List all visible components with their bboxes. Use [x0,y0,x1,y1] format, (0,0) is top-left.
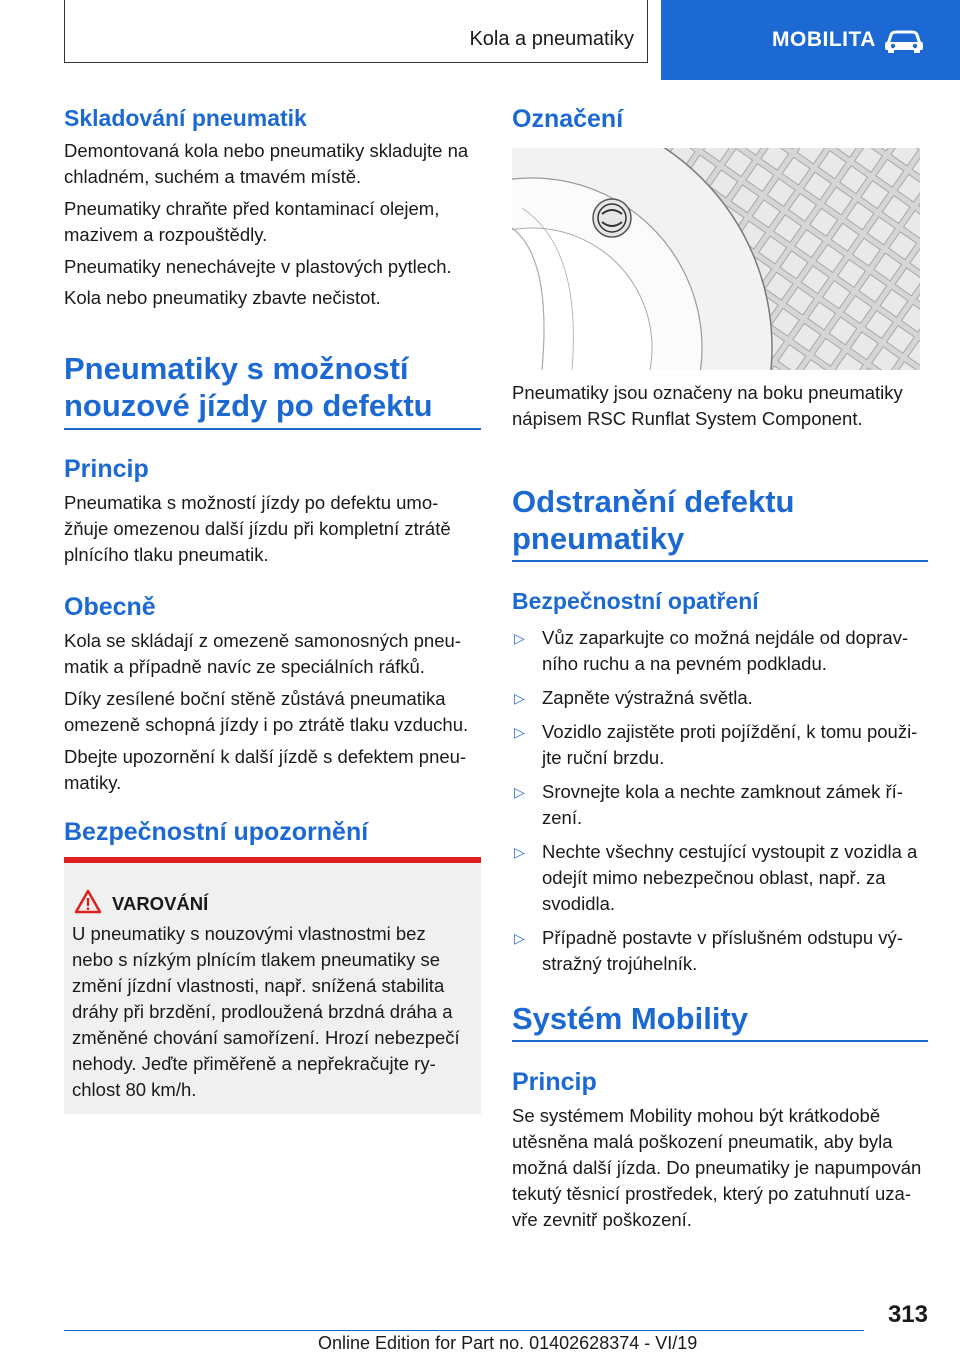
general-paragraph-3: Dbejte upozornění k další jízdě s defektem pneu-matiky. [64,746,467,793]
chapter-tab[interactable] [661,0,960,80]
list-item: ▷ Srovnejte kola a nechte zamknout zámek ří-zení. [514,781,903,828]
mobility-principle-heading: Princip [512,1068,597,1096]
warning-triangle-icon [74,889,102,914]
triangle-bullet-icon: ▷ [514,690,525,706]
triangle-bullet-icon: ▷ [514,844,525,860]
general-paragraph-2: Díky zesílené boční stěně zůstává pneumatika omezeně schopná jízdy i po ztrátě tlaku vzduchu. [64,688,469,735]
measures-list [512,625,928,985]
section-rule [64,428,481,430]
marking-heading: Označení [512,105,624,133]
triangle-bullet-icon: ▷ [514,930,525,946]
warning-box [64,857,481,1114]
triangle-bullet-icon: ▷ [514,784,525,800]
marking-caption: Pneumatiky jsou označeny na boku pneumatiky nápisem RSC Runflat System Component. [512,382,903,429]
list-item: ▷ Případně postavte v příslušném odstupu vý-stražný trojúhelník. [514,927,903,974]
list-item: ▷ Vůz zaparkujte co možná nejdále od doprav-ního ruchu a na pevném podkladu. [514,627,909,674]
repair-heading-line-1: Odstranění defektu [512,484,795,519]
section-rule [512,1040,928,1042]
principle-heading: Princip [64,455,149,483]
runflat-heading-line-1: Pneumatiky s možností [64,351,409,386]
warning-text: U pneumatiky s nouzovými vlastnostmi bez nebo s nízkým plnícím tlakem pneumatiky se změní jízdní vlastnosti, např. snížená stabilita dráhy při brzdění, prodloužená brzdná dráha a změněné chování samořízení. Hrozí nebezpečí nehody. Jeďte přiměřeně a nepřekračujte ry-chlost 80 km/h. [72,923,460,1100]
car-icon [882,28,926,54]
storage-paragraph-3: Pneumatiky nenechávejte v plastových pytlech. [64,256,452,277]
section-title: Kola a pneumatiky [469,28,634,50]
edition-footer: Online Edition for Part no. 01402628374 - VI/19 [318,1333,698,1353]
repair-heading-line-2: pneumatiky [512,521,685,556]
triangle-bullet-icon: ▷ [514,630,525,646]
measures-heading: Bezpečnostní opatření [512,588,759,614]
mobility-principle-paragraph: Se systémem Mobility mohou být krátkodobě utěsněna malá poškození pneumatik, aby byla možná další jízda. Do pneumatiky je napumpován tekutý těsnicí prostředek, který po zatuhnutí uza-vře zevnitř poškození. [512,1105,922,1230]
principle-paragraph: Pneumatika s možností jízdy po defektu umo-žňuje omezenou další jízdu při kompletní ztrátě plnícího tlaku pneumatik. [64,492,451,565]
mobility-heading: Systém Mobility [512,1001,748,1036]
storage-heading: Skladování pneumatik [64,105,307,131]
general-heading: Obecně [64,593,156,621]
section-rule [512,560,928,562]
tire-sidewall-illustration [512,148,920,370]
footer-rule [64,1330,864,1331]
list-item: ▷ Vozidlo zajistěte proti pojíždění, k tomu použi-jte ruční brzdu. [514,721,918,768]
runflat-heading-line-2: nouzové jízdy po defektu [64,388,433,423]
safety-heading: Bezpečnostní upozornění [64,818,369,846]
triangle-bullet-icon: ▷ [514,724,525,740]
chapter-title: MOBILITA [772,28,876,51]
warning-title: VAROVÁNÍ [112,893,209,914]
list-item: ▷ Nechte všechny cestující vystoupit z vozidla a odejít mimo nebezpečnou oblast, např. za svodidla. [514,841,918,914]
storage-paragraph-1: Demontovaná kola nebo pneumatiky skladujte na chladném, suchém a tmavém místě. [64,140,469,187]
list-item: ▷ Zapněte výstražná světla. [512,685,928,711]
storage-paragraph-4: Kola nebo pneumatiky zbavte nečistot. [64,287,381,308]
general-paragraph-1: Kola se skládají z omezeně samonosných pneu-matik a případně navíc ze speciálních ráfků. [64,630,461,677]
storage-paragraph-2: Pneumatiky chraňte před kontaminací olejem, mazivem a rozpouštědly. [64,198,440,245]
page-number: 313 [887,1301,928,1328]
